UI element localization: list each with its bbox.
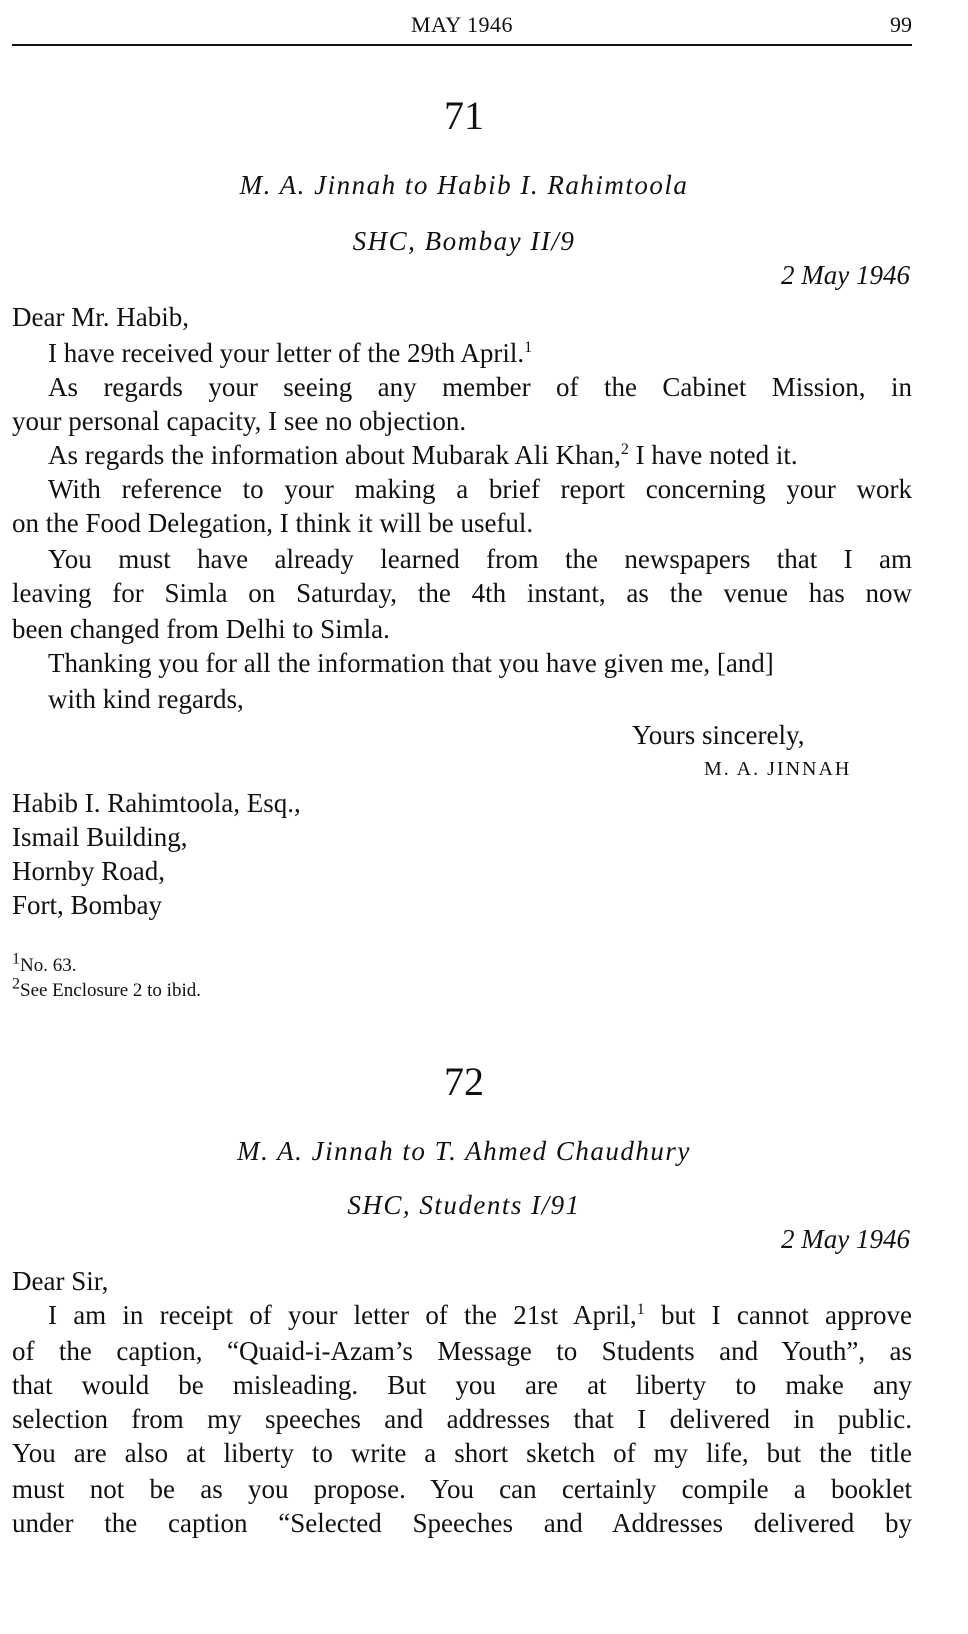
paragraph-line: I have received your letter of the 29th April.$^1$ — [48, 338, 533, 368]
paragraph-line: of the caption, “Quaid-i-Azam’s Message to Students and Youth”, as — [12, 1336, 912, 1366]
paragraph-line: I am in receipt of your letter of the 21st April,$^1$ but I cannot approve — [48, 1300, 913, 1330]
letter-date-72: 2 May 1946 — [781, 1224, 910, 1254]
paragraph-line: With reference to your making a brief report concerning your work — [48, 474, 912, 504]
document-number-71: 71 — [444, 93, 484, 138]
paragraph-line: your personal capacity, I see no objection. — [12, 406, 467, 436]
paragraph-line: on the Food Delegation, I think it will be useful. — [12, 508, 534, 538]
signature: M. A. JINNAH — [704, 758, 852, 780]
page-number: 99 — [890, 12, 912, 37]
footnote: $^2$See Enclosure 2 to ibid. — [12, 975, 201, 1001]
address-line: Ismail Building, — [12, 822, 188, 852]
letter-title-71: M. A. Jinnah to Habib I. Rahimtoola — [239, 170, 689, 200]
paragraph-line: selection from my speeches and addresses that I delivered in public. — [12, 1404, 912, 1434]
paragraph-line: with kind regards, — [48, 684, 244, 714]
archive-reference-72: SHC, Students I/91 — [347, 1190, 581, 1220]
paragraph-line: You must have already learned from the newspapers that I am — [48, 544, 912, 574]
paragraph-line: As regards your seeing any member of the Cabinet Mission, in — [48, 372, 912, 402]
paragraph-line: leaving for Simla on Saturday, the 4th instant, as the venue has now — [12, 578, 912, 608]
document-number-72: 72 — [444, 1059, 484, 1104]
paragraph-line: As regards the information about Mubarak Ali Khan,$^2$ I have noted it. — [48, 440, 798, 470]
paragraph-line: must not be as you propose. You can certainly compile a booklet — [12, 1474, 912, 1504]
letter-date-71: 2 May 1946 — [781, 260, 910, 290]
address-line: Hornby Road, — [12, 856, 165, 886]
salutation-72: Dear Sir, — [12, 1266, 109, 1296]
running-title: MAY 1946 — [410, 12, 513, 37]
paragraph-line: been changed from Delhi to Simla. — [12, 614, 390, 644]
archive-reference-71: SHC, Bombay II/9 — [352, 226, 576, 256]
letter-title-72: M. A. Jinnah to T. Ahmed Chaudhury — [237, 1136, 691, 1166]
footnote-ref: 1 — [636, 1301, 645, 1318]
paragraph-line: under the caption “Selected Speeches and Addresses delivered by — [12, 1508, 912, 1538]
running-header — [12, 8, 912, 46]
footnote-ref: 2 — [620, 441, 629, 458]
footnote-ref: 1 — [524, 339, 533, 356]
footnote: $^1$No. 63. — [12, 950, 77, 976]
address-line: Fort, Bombay — [12, 890, 163, 920]
paragraph-line: that would be misleading. But you are at liberty to make any — [12, 1370, 912, 1400]
closing: Yours sincerely, — [632, 720, 805, 750]
paragraph-line: You are also at liberty to write a short sketch of my life, but the title — [12, 1438, 912, 1468]
paragraph-line: Thanking you for all the information that you have given me, [and] — [48, 648, 774, 678]
salutation-71: Dear Mr. Habib, — [12, 302, 189, 332]
address-line: Habib I. Rahimtoola, Esq., — [12, 788, 301, 818]
